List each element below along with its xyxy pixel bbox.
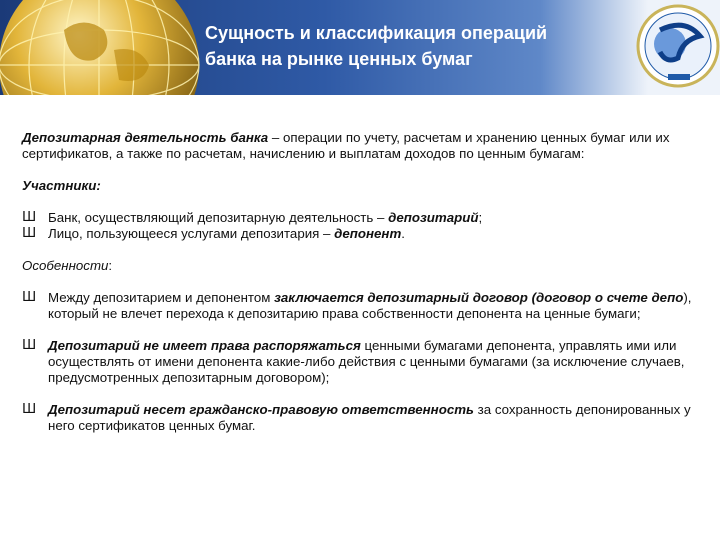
- list-item: [22, 290, 698, 322]
- list-item: [22, 226, 698, 242]
- features-heading-text: Особенности: [22, 258, 109, 273]
- bullet-marker: Ш: [22, 290, 37, 305]
- title-line-2: банка на рынке ценных бумаг: [205, 49, 473, 69]
- title-line-1: Сущность и классификация операций: [205, 23, 548, 43]
- definition-text: – операции по учету, расчетам и хранению ценных бумаг или их сертификатов, а также по расчетам, начислению и выплатам доходов по ценным бумагам:: [22, 130, 670, 161]
- participant-text: Банк, осуществляющий депозитарную деятельность –: [48, 210, 389, 225]
- bullet-marker: Ш: [22, 402, 37, 417]
- participant-role: депозитарий: [388, 210, 479, 225]
- list-item: [22, 210, 698, 226]
- participant-tail: .: [401, 226, 405, 241]
- bullet-marker: Ш: [22, 210, 37, 225]
- participants-heading-text: Участники:: [22, 178, 101, 193]
- globe-icon: [0, 0, 204, 95]
- participant-tail: ;: [478, 210, 483, 225]
- definition-term: Депозитарная деятельность банка: [22, 130, 269, 145]
- participant-role: депонент: [334, 226, 402, 241]
- participant-text: Лицо, пользующееся услугами депозитария –: [48, 226, 335, 241]
- feature-post: за сохранность депонированных у него сертификатов ценных бумаг.: [48, 402, 691, 433]
- emblem-logo: [630, 0, 720, 95]
- features-heading: [22, 258, 698, 274]
- header-band: [0, 0, 720, 95]
- participants-heading: [22, 178, 698, 194]
- feature-post: ценными бумагами депонента, управлять ими или осуществлять от имени депонента какие-либо действия с ценными бумагами (за исключение случаев, предусмотренных депозитарным договором);: [48, 338, 685, 385]
- list-item: [22, 402, 698, 434]
- bullet-marker: Ш: [22, 226, 37, 241]
- page-title: [205, 20, 635, 72]
- content-area: [22, 130, 698, 434]
- list-item: [22, 338, 698, 386]
- bullet-marker: Ш: [22, 338, 37, 353]
- feature-post: ), который не влечет перехода к депозитарию права собственности депонента на ценные бумаги;: [48, 290, 692, 321]
- feature-emphasis: заключается депозитарный договор (договор о счете депо: [274, 290, 684, 305]
- feature-emphasis: Депозитарий не имеет права распоряжаться: [48, 338, 361, 353]
- features-heading-tail: :: [108, 258, 113, 273]
- feature-pre: Между депозитарием и депонентом: [48, 290, 275, 305]
- feature-emphasis: Депозитарий несет гражданско-правовую ответственность: [48, 402, 474, 417]
- definition-paragraph: [22, 130, 698, 162]
